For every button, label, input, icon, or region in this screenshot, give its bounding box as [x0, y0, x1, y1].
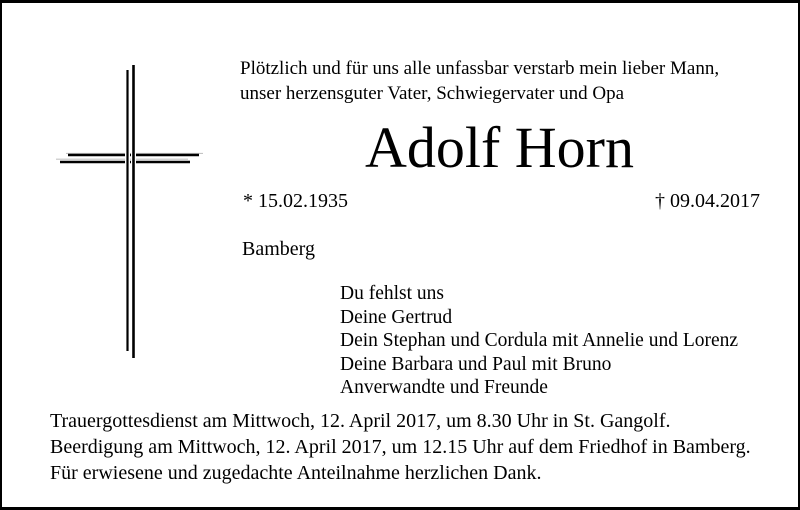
- mourner-line: Deine Barbara und Paul mit Bruno: [340, 353, 612, 375]
- death-date: † 09.04.2017: [655, 190, 760, 212]
- birth-date: * 15.02.1935: [243, 190, 348, 212]
- intro-text: [240, 56, 719, 106]
- place-line: Bamberg: [242, 238, 315, 260]
- mourner-line: Dein Stephan und Cordula mit Annelie und Lorenz: [340, 330, 739, 351]
- memorial-cross-icon: [42, 53, 212, 373]
- service-info-block: [50, 408, 751, 486]
- mourner-line: Du fehlst uns: [340, 283, 444, 304]
- service-line: Trauergottesdienst am Mittwoch, 12. April 2017, um 8.30 Uhr in St. Gangolf.: [50, 410, 671, 432]
- intro-line-2: unser herzensguter Vater, Schwiegervater und Opa: [240, 83, 625, 104]
- service-line: Für erwiesene und zugedachte Anteilnahme herzlichen Dank.: [50, 462, 542, 484]
- deceased-name: Adolf Horn: [364, 115, 634, 180]
- intro-line-1: Plötzlich und für uns alle unfassbar verstarb mein lieber Mann,: [240, 58, 720, 79]
- mourners-block: [340, 282, 738, 400]
- mourner-line: Anverwandte und Freunde: [340, 377, 548, 398]
- service-line: Beerdigung am Mittwoch, 12. April 2017, um 12.15 Uhr auf dem Friedhof in Bamberg.: [50, 436, 751, 458]
- mourner-line: Deine Gertrud: [340, 306, 453, 328]
